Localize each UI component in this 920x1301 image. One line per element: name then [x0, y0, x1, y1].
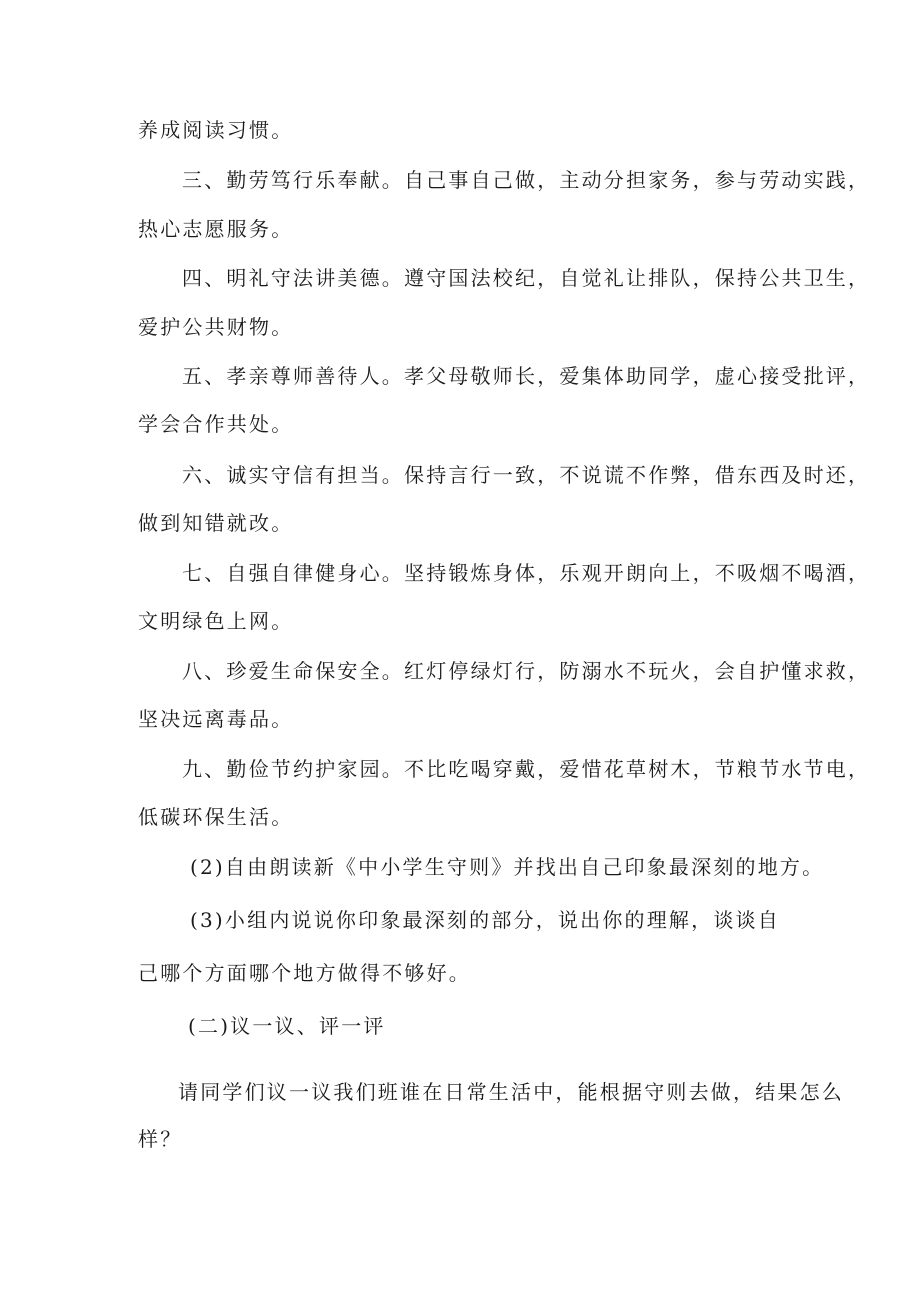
rule-4-line-1: 四、明礼守法讲美德。遵守国法校纪，自觉礼让排队，保持公共卫生，	[182, 266, 871, 290]
section-heading: (二)议一议、评一评	[188, 1014, 386, 1038]
rule-8-line-1: 八、珍爱生命保安全。红灯停绿灯行，防溺水不玩火，会自护懂求救，	[182, 659, 871, 683]
step-3-line-1: (3)小组内说说你印象最深刻的部分，说出你的理解，谈谈自	[190, 908, 780, 932]
question-line-1: 请同学们议一议我们班谁在日常生活中，能根据守则去做，结果怎么	[178, 1080, 844, 1104]
question-line-2: 样？	[138, 1127, 183, 1151]
rule-7-line-1: 七、自强自律健身心。坚持锻炼身体，乐观开朗向上，不吸烟不喝酒，	[182, 561, 871, 585]
step-3-line-2: 己哪个方面哪个地方做得不够好。	[138, 961, 471, 985]
paragraph-line: 养成阅读习惯。	[138, 118, 294, 142]
rule-3-line-1: 三、勤劳笃行乐奉献。自己事自己做，主动分担家务，参与劳动实践，	[182, 168, 871, 192]
rule-9-line-2: 低碳环保生活。	[138, 805, 294, 829]
rule-6-line-2: 做到知错就改。	[138, 511, 294, 535]
rule-8-line-2: 坚决远离毒品。	[138, 707, 294, 731]
rule-5-line-1: 五、孝亲尊师善待人。孝父母敬师长，爱集体助同学，虚心接受批评，	[182, 364, 871, 388]
rule-3-line-2: 热心志愿服务。	[138, 217, 294, 241]
rule-9-line-1: 九、勤俭节约护家园。不比吃喝穿戴，爱惜花草树木，节粮节水节电，	[182, 757, 871, 781]
rule-6-line-1: 六、诚实守信有担当。保持言行一致，不说谎不作弊，借东西及时还，	[182, 463, 871, 487]
step-2: (2)自由朗读新《中小学生守则》并找出自己印象最深刻的地方。	[190, 855, 825, 879]
rule-5-line-2: 学会合作共处。	[138, 412, 294, 436]
rule-7-line-2: 文明绿色上网。	[138, 609, 294, 633]
rule-4-line-2: 爱护公共财物。	[138, 315, 294, 339]
